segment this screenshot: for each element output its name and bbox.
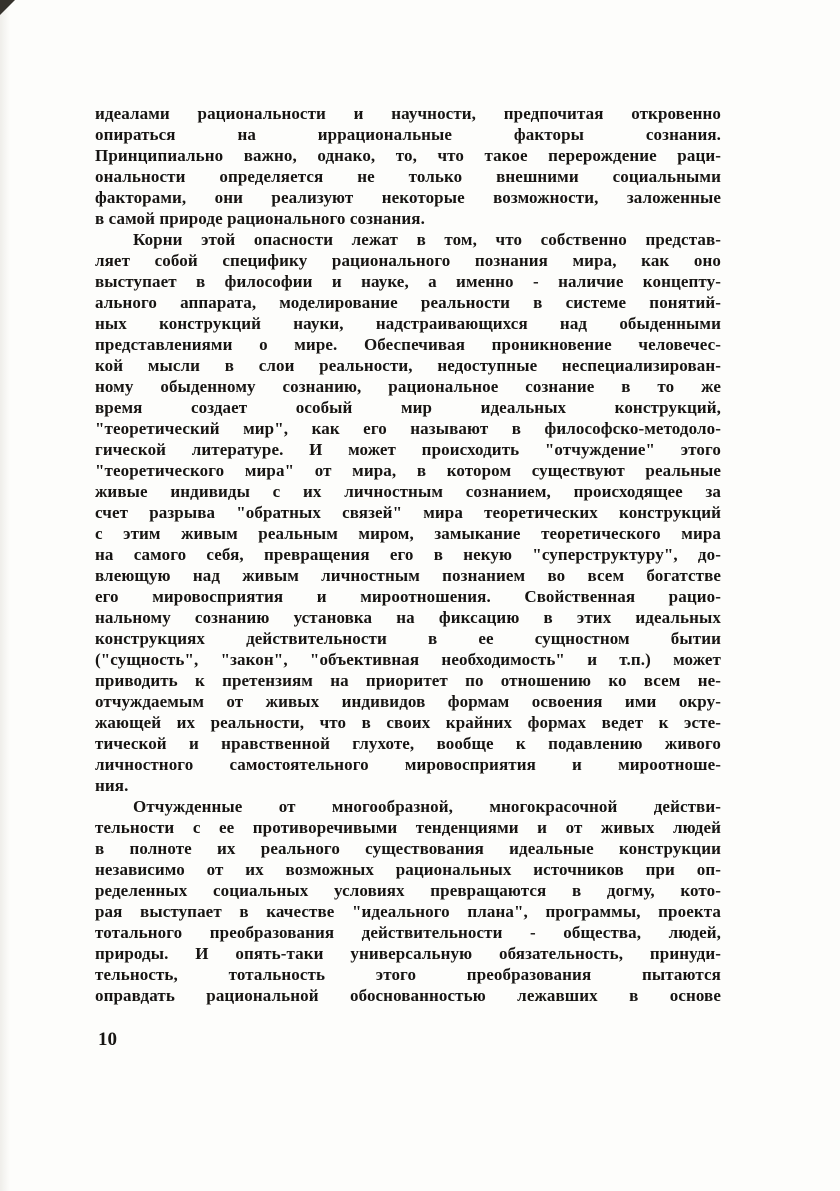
text-line: жающей их реальности, что в своих крайних формах ведет к эсте-	[95, 713, 721, 732]
text-line: приводить к претензиям на приоритет по отношению ко всем не-	[95, 671, 721, 690]
text-line: ляет собой специфику рационального познания мира, как оно	[95, 251, 721, 270]
page-number: 10	[98, 1029, 117, 1050]
text-line: время создает особый мир идеальных конструкций,	[95, 398, 721, 417]
scan-artifact	[0, 0, 15, 15]
text-line: влеющую над живым личностным познанием во всем богатстве	[95, 566, 721, 585]
text-line: природы. И опять-таки универсальную обязательность, принуди-	[95, 944, 721, 963]
text-line: ("сущность", "закон", "объективная необходимость" и т.п.) может	[95, 650, 721, 669]
text-block	[95, 103, 721, 1006]
text-line: ределенных социальных условиях превращаются в догму, кото-	[95, 881, 721, 900]
text-line: на самого себя, превращения его в некую "суперструктуру", до-	[95, 545, 721, 564]
text-line: оправдать рациональной обоснованностью лежавших в основе	[95, 986, 721, 1005]
text-line: с этим живым реальным миром, замыкание теоретического мира	[95, 524, 721, 543]
text-line: в самой природе рационального сознания.	[95, 209, 425, 228]
text-line: живые индивиды с их личностным сознанием, происходящее за	[95, 482, 721, 501]
text-line: "теоретический мир", как его называют в философско-методоло-	[95, 419, 721, 438]
text-line: Корни этой опасности лежат в том, что собственно представ-	[133, 230, 721, 249]
text-line: независимо от их возможных рациональных источников при оп-	[95, 860, 721, 879]
text-line: рая выступает в качестве "идеального плана", программы, проекта	[95, 902, 721, 921]
text-line: опираться на иррациональные факторы сознания.	[95, 125, 721, 144]
text-line: Отчужденные от многообразной, многокрасочной действи-	[133, 797, 721, 816]
text-line: личностного самостоятельного мировосприятия и мироотноше-	[95, 755, 721, 774]
text-line: тотального преобразования действительности - общества, людей,	[95, 923, 721, 942]
text-line: тельности с ее противоречивыми тенденциями и от живых людей	[95, 818, 721, 837]
text-line: тельность, тотальность этого преобразования пытаются	[95, 965, 721, 984]
text-line: факторами, они реализуют некоторые возможности, заложенные	[95, 188, 721, 207]
paragraph	[95, 103, 721, 229]
text-line: ональности определяется не только внешними социальными	[95, 167, 721, 186]
text-line: кой мысли в слои реальности, недоступные неспециализирован-	[95, 356, 721, 375]
text-line: "теоретического мира" от мира, в котором существуют реальные	[95, 461, 721, 480]
text-line: ному обыденному сознанию, рациональное сознание в то же	[95, 377, 721, 396]
text-line: представлениями о мире. Обеспечивая проникновение человечес-	[95, 335, 721, 354]
paragraph	[95, 796, 721, 1006]
text-line: идеалами рациональности и научности, предпочитая откровенно	[95, 104, 721, 123]
text-line: ных конструкций науки, надстраивающихся над обыденными	[95, 314, 721, 333]
text-line: ального аппарата, моделирование реальности в системе понятий-	[95, 293, 721, 312]
text-line: его мировосприятия и мироотношения. Свойственная рацио-	[95, 587, 721, 606]
text-line: отчуждаемым от живых индивидов формам освоения ими окру-	[95, 692, 721, 711]
text-line: в полноте их реального существования идеальные конструкции	[95, 839, 721, 858]
text-line: гической литературе. И может происходить "отчуждение" этого	[95, 440, 721, 459]
text-line: Принципиально важно, однако, то, что такое перерождение раци-	[95, 146, 721, 165]
text-line: тической и нравственной глухоте, вообще к подавлению живого	[95, 734, 721, 753]
text-line: нальному сознанию установка на фиксацию в этих идеальных	[95, 608, 721, 627]
text-line: конструкциях действительности в ее сущностном бытии	[95, 629, 721, 648]
text-line: счет разрыва "обратных связей" мира теоретических конструкций	[95, 503, 721, 522]
text-line: ния.	[95, 776, 129, 795]
paragraph	[95, 229, 721, 796]
text-line: выступает в философии и науке, а именно - наличие концепту-	[95, 272, 721, 291]
